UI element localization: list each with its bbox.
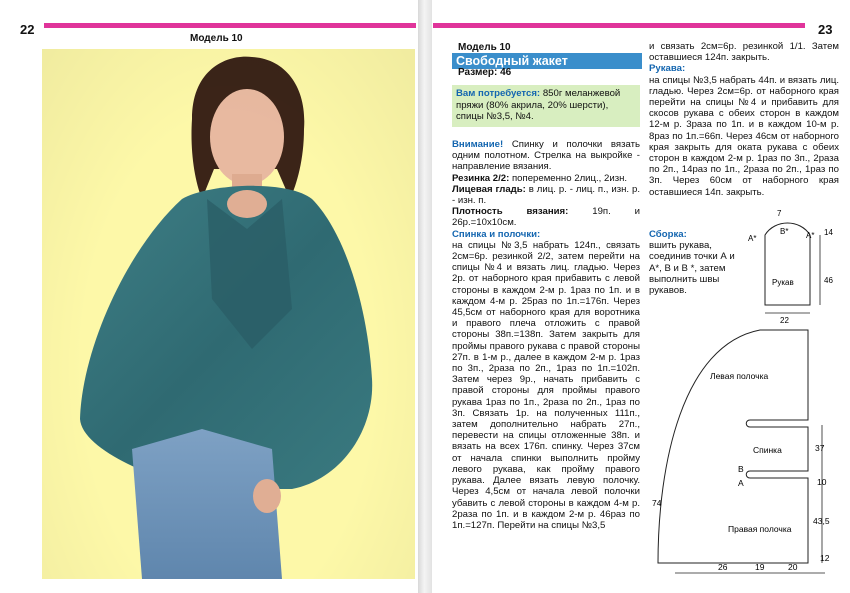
stockinette-text: в лиц. р. - лиц. п., изн. р. - изн. п. [452,183,640,207]
assembly-text: вшить рукава, соединив точки А и А*, В и В *, затем выполнить швы рукавов. [649,240,735,297]
body-dim-10: 10 [817,477,827,487]
sleeve-mark-b: В* [780,227,789,236]
sleeves-text: на спицы №3,5 набрать 44п. и вязать лиц. гладью. Через 2см=6р. от наборного края перейти на спицы №4 и прибавить для скосов рукава с обеих сторон в каждом 12-м р. 3раза по 1п. и в каждом 10-м р. 8раз по 1п.=66п. Через 46см от наборного края закрыть для оката рукава с обеих сторон в каждом 2-м р. 1раз по 3п., 2раза по 2п., 14раз по 1п., 2раза по 2п., 1раз по 3п. Через 60см от наборного края оставшиеся 14п. закрыть. [649,74,839,198]
left-page [0,0,420,593]
stockinette-label: Лицевая гладь: [452,183,526,195]
body-mark-b: В [738,464,744,474]
sleeves-label: Рукава: [649,63,686,75]
pattern-size: Размер: 46 [458,67,512,78]
body-pattern-diagram [650,325,845,580]
photo-vignette [42,49,415,579]
gauge-label: Плотность вязания: [452,206,569,218]
back-fronts-label: Спинка и полочки: [452,228,541,240]
materials-text: 850г меланжевой пряжи (80% акрила, 20% шерсти), спицы №3,5, №4. [456,88,621,122]
instructions-column-2 [649,41,839,198]
assembly-label: Сборка: [649,229,687,240]
rib-label: Резинка 2/2: [452,172,510,184]
sleeve-mark-a2: А* [806,231,815,240]
page-number-right: 23 [818,22,833,37]
materials-box [452,85,640,127]
header-stripe-right [433,23,805,28]
body-dim-bottom-20: 20 [788,562,798,572]
rib-text: попеременно 2лиц., 2изн. [511,172,628,184]
model-label-left: Модель 10 [190,33,243,44]
instructions-column-1 [452,139,640,531]
body-dim-bottom-26: 26 [718,562,728,572]
sleeve-name-label: Рукав [772,278,794,287]
sleeve-pattern-diagram [740,205,845,325]
model-photo [42,49,415,579]
body-dim-37: 37 [815,443,825,453]
body-dim-43-5: 43,5 [813,516,830,526]
sleeve-dim-bottom: 22 [780,316,789,325]
body-dim-12: 12 [820,553,830,563]
col2-intro-text: и связать 2см=6р. резинкой 1/1. Затем оставшиеся 124п. закрыть. [649,41,839,64]
body-back-label: Спинка [753,445,782,455]
attention-text: Спинку и полочки вязать одним полотном. Стрелка на выкройке - направление вязания. [452,139,640,173]
back-fronts-text: на спицы №3,5 набрать 124п., связать 2см=6р. резинкой 2/2, затем перейти на спицы №4 и вязать лиц. гладью. Через 2р. от наборного края прибавить с левой стороны в каждом 2-м р. 1раз по 1п. и в каждом 4-м р. 25раз по 1п.=176п. Через 45,5см от наборного края для воротника и правого плеча отложить с правой стороны 38п.=138п. Затем закрыть для проймы правого рукава с правой стороны 27п. в 1-м р., далее в каждом 2-м р. 1раз по 3п., 2раза по 2п., 1раз по 1п.=102п. Затем через 9р., начать прибавить с правой стороны для проймы правого рукава 1раз по 1п., 2раза по 2п., 1раз по 3п. Связать 1р. на полученных 111п., затем дополнительно набрать 27п., перевести на спицы отложенные 38п. и вязать на всех 176п. спинку. Через 37см от начала спинки выполнить пройму левого рукава, как пройму правого рукава. Далее вязать левую полочку. Через 4,5см от начала левой полочки убавить с левой стороны в каждом 4-м р. 2раза по 1п. и в каждом 2-м р. 46раз по 1п.=127п. Перейти на спицы №3,5 [452,239,640,531]
body-left-front-label: Левая полочка [710,371,769,381]
body-right-front-label: Правая полочка [728,524,792,534]
sleeve-mark-a: А* [748,234,757,243]
spread-gutter [418,0,432,593]
sleeve-dim-top: 7 [777,209,782,218]
attention-label: Внимание! [452,139,504,150]
model-label-right: Модель 10 [458,42,511,53]
sleeve-dim-right: 14 [824,228,833,237]
gauge-text: 19п. и 26р.=10х10см. [452,206,640,229]
page-number-left: 22 [20,22,35,37]
assembly-block [649,229,741,296]
body-mark-a: А [738,478,744,488]
pattern-title: Свободный жакет [452,53,642,69]
body-dim-left: 74 [652,498,662,508]
materials-label: Вам потребуется: [456,88,541,99]
header-stripe-left [44,23,416,28]
body-dim-bottom-19: 19 [755,562,765,572]
sleeve-dim-length: 46 [824,276,833,285]
